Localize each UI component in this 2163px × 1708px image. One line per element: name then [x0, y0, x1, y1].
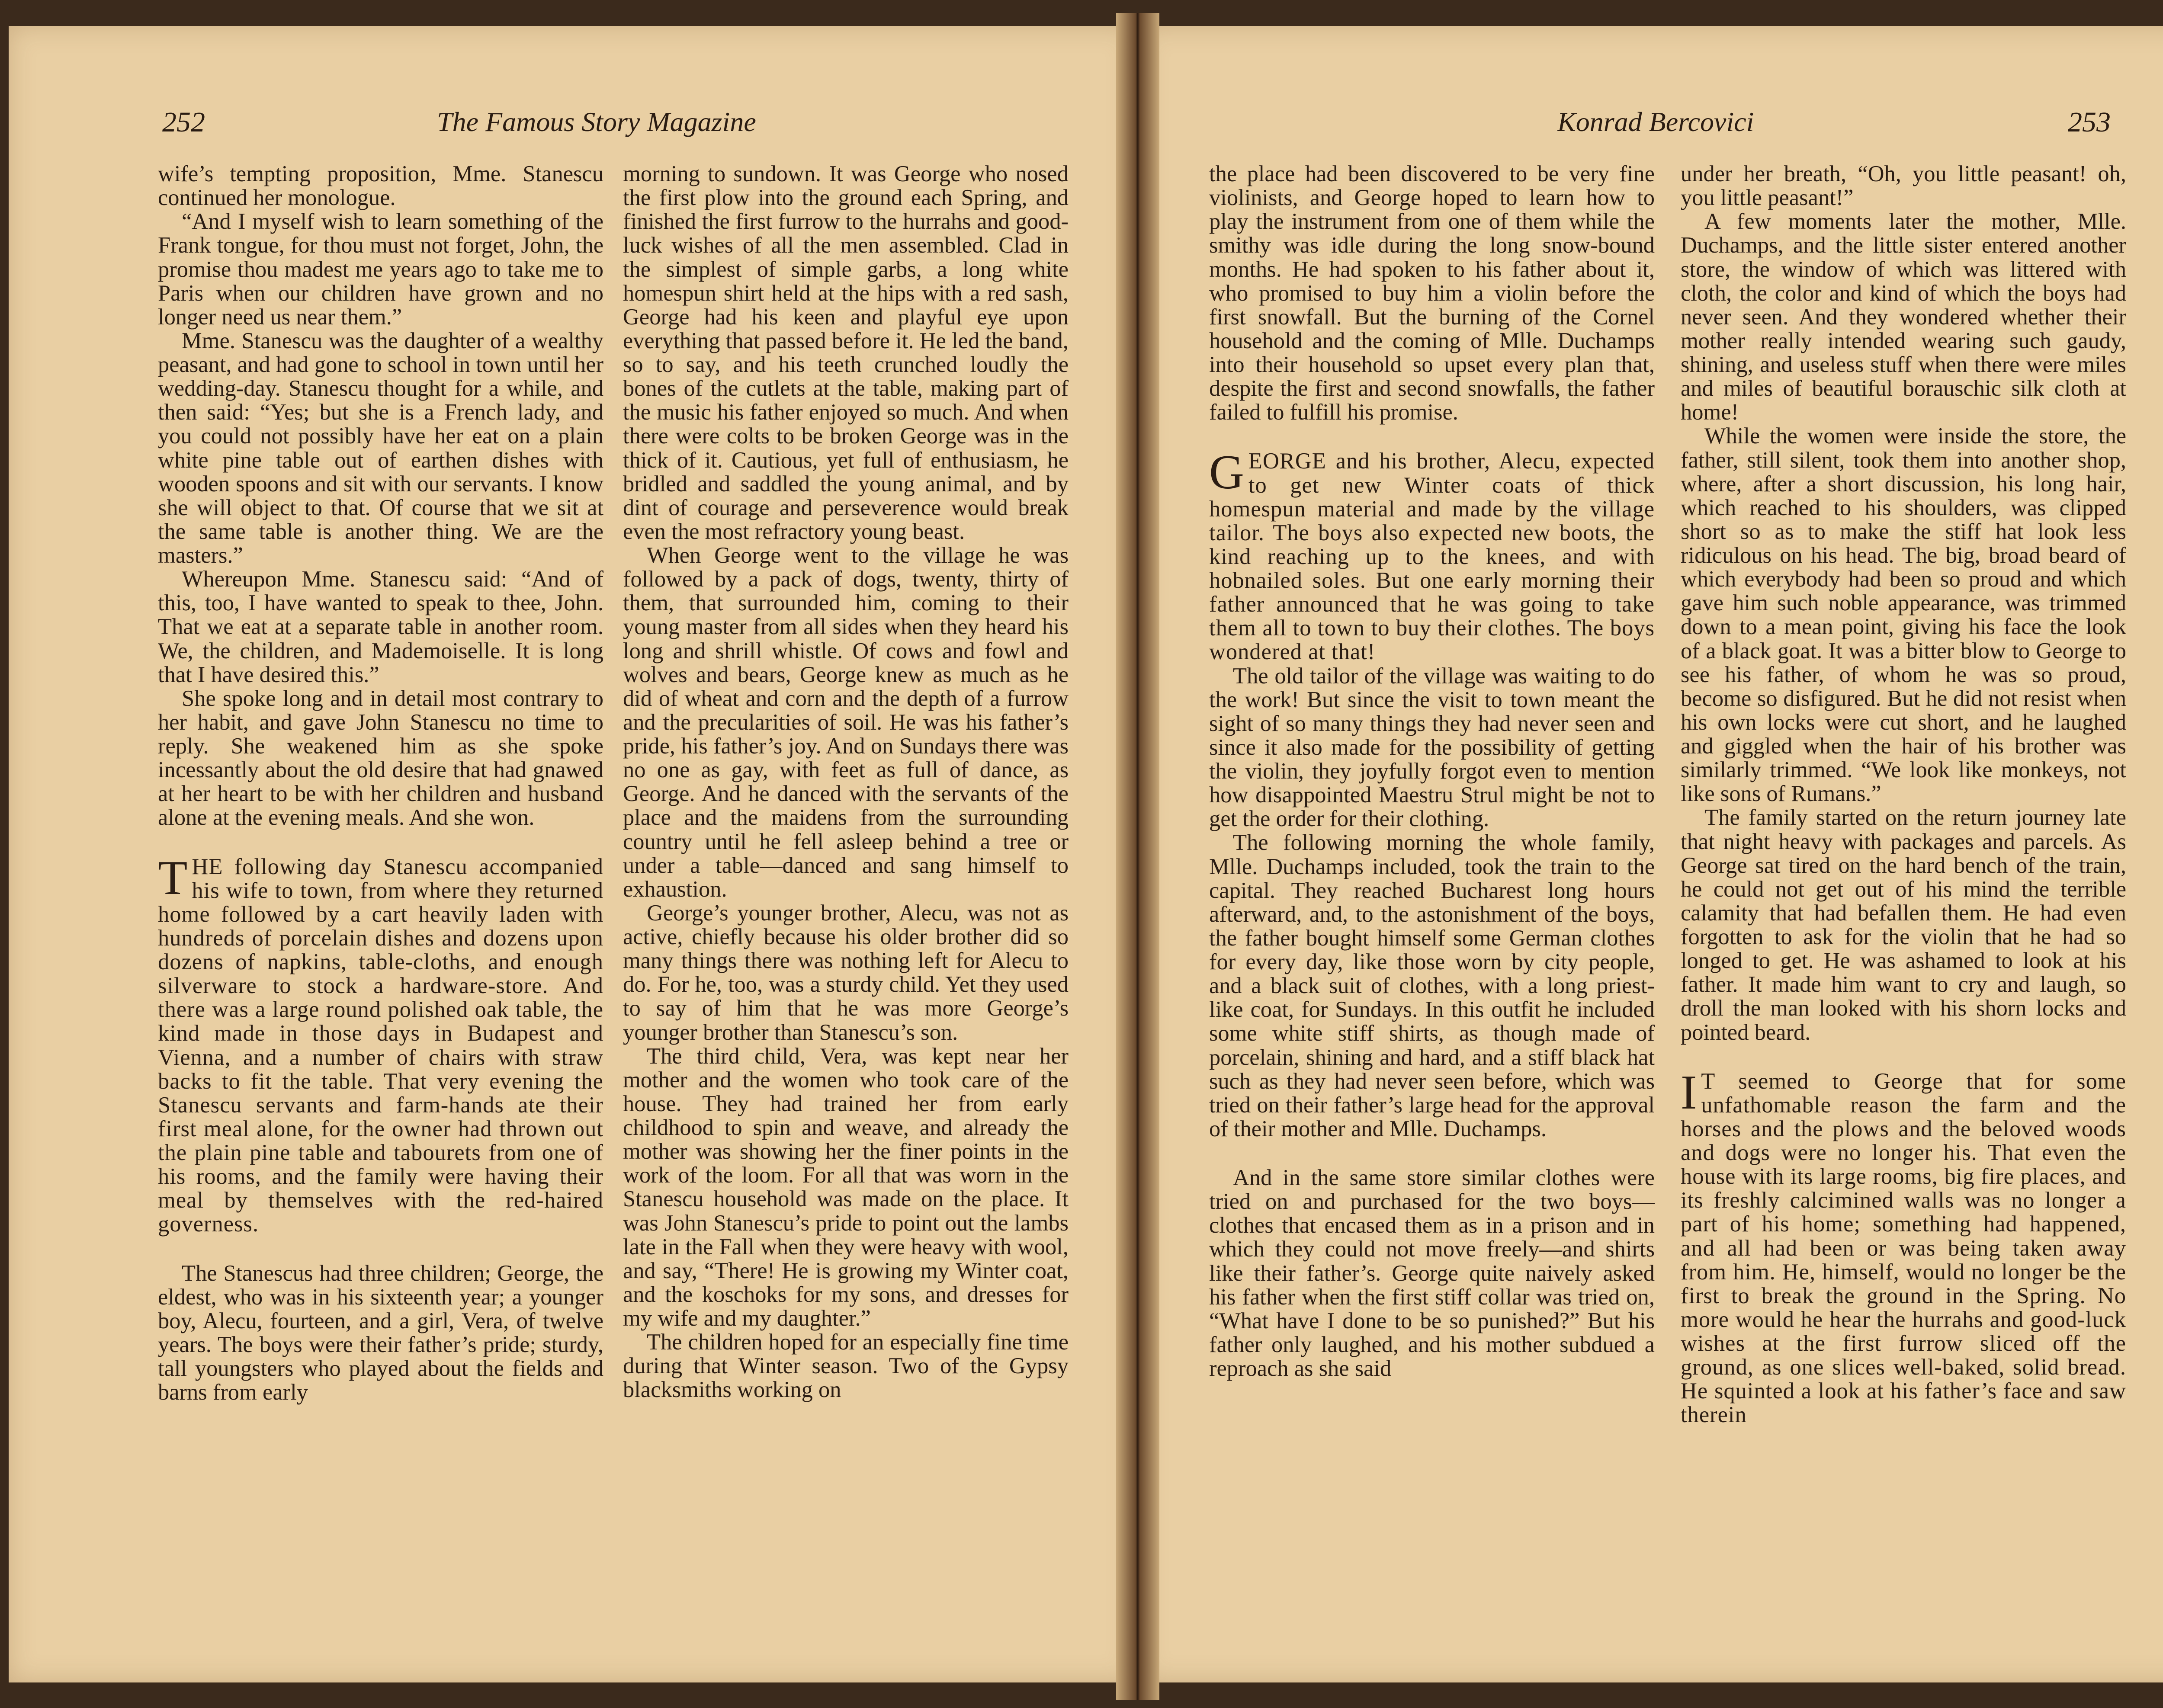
- paragraph: The following morning the whole family, Mlle. Duchamps included, took the train to the capital. They reached Bucharest long hours afterward, and, to the astonishment of the boys, the father bought himself some German clothes for every day, like those worn by city people, and a black suit of clothes, with a long priest-like coat, for Sundays. In this outfit he included some white stiff shirts, as though made of porcelain, shining and hard, and a stiff black hat such as they had never seen before, which was tried on their father’s large head for the approval of their mother and Mlle. Duchamps.: [1209, 830, 1655, 1141]
- paragraph: And in the same store similar clothes were tried on and purchased for the two boys—clothes that encased them as in a prison and in which they could not move freely—and shirts like their father’s. George quite naively asked his father when the first stiff collar was tried on, “What have I done to be so punished?” But his father only laughed, and his mother subdued a reproach as she said: [1209, 1165, 1655, 1381]
- paragraph-text: EORGE and his brother, Alecu, expected to get new Winter coats of thick homespun material and made by the village tailor. The boys also expected new boots, the kind reaching up to the knees, and with hobnailed soles. But one early morning their father announced that he was going to take them all to town to buy their clothes. The boys wondered at that!: [1209, 449, 1655, 665]
- paragraph: The family started on the return journey late that night heavy with packages and parcels. As George sat tired on the hard bench of the train, he could not get out of his mind the terrible calamity that had befallen them. He had even forgotten to ask for the violin that he had so longed to get. He was ashamed to look at his father. It made him want to cry and laugh, so droll the man looked with his shorn locks and pointed beard.: [1681, 805, 2126, 1045]
- paragraph: [158, 851, 603, 1237]
- paragraph: the place had been discovered to be very fine violinists, and George hoped to learn how to play the instrument from one of them while the smithy was idle during the long snow-bound months. He had spoken to his father about it, who promised to buy him a violin before the first snowfall. But the burning of the Cornel household and the coming of Mlle. Duchamps into their household so upset every plan that, despite the first and second snowfalls, the father failed to fulfill his promise.: [1209, 162, 1655, 425]
- book-gutter: [1116, 13, 1159, 1700]
- running-head-right: Konrad Bercovici: [1557, 106, 1754, 137]
- paragraph-text: HE following day Stanescu accompanied his wife to town, from where they returned home followed by a cart heavily laden with hundreds of porcelain dishes and dozens upon dozens of napkins, table-cloths, and enough silverware to stock a hardware-store. And there was a large round polished oak table, the kind made in those days in Budapest and Vienna, and a number of chairs with straw backs to fit the table. That very evening the Stanescu servants and farm-hands ate their first meal alone, for the owner had thrown out the plain pine table and tabourets from one of his rooms, and the family were having their meal by themselves with the red-haired governess.: [158, 854, 603, 1237]
- paragraph: A few moments later the mother, Mlle. Duchamps, and the little sister entered another store, the window of which was littered with cloth, the color and kind of which the boys had never seen. And they wondered whether their mother really intended wearing such gaudy, shining, and useless stuff when there were miles and miles of beautiful borauschic silk cloth at home!: [1681, 209, 2126, 425]
- paragraph: The children hoped for an especially fine time during that Winter season. Two of the Gypsy blacksmiths working on: [623, 1330, 1069, 1403]
- paragraph: [1681, 1065, 2126, 1428]
- left-page-column-1: [158, 162, 603, 1615]
- left-page-column-2: [623, 162, 1069, 1615]
- paragraph: Mme. Stanescu was the daughter of a wealthy peasant, and had gone to school in town until her wedding-day. Stanescu thought for a while, and then said: “Yes; but she is a French lady, and you could not possibly have her eat on a plain white pine table out of earthen dishes with wooden spoons and sit with our servants. I know she will object to that. Of course that we sit at the same table is another thing. We are the masters.”: [158, 328, 603, 568]
- paragraph: under her breath, “Oh, you little peasant! oh, you little peasant!”: [1681, 162, 2126, 211]
- paragraph: The Stanescus had three children; George, the eldest, who was in his sixteenth year; a younger boy, Alecu, fourteen, and a girl, Vera, of twelve years. The boys were their father’s pride; sturdy, tall youngsters who played about the fields and barns from early: [158, 1260, 603, 1405]
- paragraph: Whereupon Mme. Stanescu said: “And of this, too, I have wanted to speak to thee, John. That we eat at a separate table in another room. We, the children, and Mademoiselle. It is long that I have desired this.”: [158, 567, 603, 687]
- paragraph: morning to sundown. It was George who nosed the first plow into the ground each Spring, and finished the first furrow to the hurrahs and good-luck wishes of all the men assembled. Clad in the simplest of simple garbs, a long white homespun shirt held at the hips with a red sash, George had his keen and playful eye upon everything that passed before it. He led the band, so to say, and his teeth crunched loudly the bones of the cutlets at the table, making part of the music his father enjoyed so much. And when there were colts to be broken George was in the thick of it. Cautious, yet full of enthusiasm, he bridled and saddled the young animal, and by dint of courage and perseverence would break even the most refractory young beast.: [623, 162, 1069, 544]
- right-page-column-1: [1209, 162, 1655, 1615]
- paragraph: wife’s tempting proposition, Mme. Stanescu continued her monologue.: [158, 162, 603, 211]
- paragraph: The third child, Vera, was kept near her mother and the women who took care of the house. They had trained her from early childhood to spin and weave, and already the mother was showing her the finer points in the work of the loom. For all that was worn in the Stanescu household was made on the place. It was John Stanescu’s pride to point out the lambs late in the Fall when they were heavy with wool, and say, “There! He is growing my Winter coat, and the koschoks for my sons, and dresses for my wife and my daughter.”: [623, 1043, 1069, 1331]
- paragraph: She spoke long and in detail most contrary to her habit, and gave John Stanescu no time to reply. She weakened him as she spoke incessantly about the old desire that had gnawed at her heart to be with her children and husband alone at the evening meals. And she won.: [158, 686, 603, 830]
- page-number-left: 252: [162, 106, 205, 138]
- drop-cap: I: [1681, 1065, 1697, 1119]
- paragraph: When George went to the village he was followed by a pack of dogs, twenty, thirty of them, that surrounded him, coming to their young master from all sides when they heard his long and shrill whistle. Of cows and fowl and wolves and bears, George knew as much as he did of wheat and corn and the depth of a furrow and the precularities of soil. He was his father’s pride, his father’s joy. And on Sundays there was no one as gay, with feet as full of dance, as George. And he danced with the servants of the place and the maidens from the surrounding country until he fell asleep behind a tree or under a table—danced and sang himself to exhaustion.: [623, 543, 1069, 902]
- drop-cap: G: [1209, 445, 1244, 500]
- right-page-column-2: [1681, 162, 2126, 1615]
- paragraph: The old tailor of the village was waiting to do the work! But since the visit to town meant the sight of so many things they had never seen and since it also made for the possibility of getting the violin, they joyfully forgot even to mention how disappointed Maestru Strul might be not to get the order for their clothing.: [1209, 663, 1655, 832]
- paragraph: “And I myself wish to learn something of the Frank tongue, for thou must not forget, John, the promise thou madest me years ago to take me to Paris when our children have grown and no longer need us near them.”: [158, 209, 603, 330]
- paragraph-text: T seemed to George that for some unfathomable reason the farm and the horses and the plows and the beloved woods and dogs were no longer his. That even the house with its large rooms, big fire places, and its freshly calcimined walls was no longer a part of his home; something had happened, and all had been or was being taken away from him. He, himself, would no longer be the first to break the ground in the Spring. No more would he hear the hurrahs and good-luck wishes at the first furrow sliced off the ground, as one slices well-baked, solid bread. He squinted a look at his father’s face and saw therein: [1681, 1068, 2126, 1428]
- page-number-right: 253: [2068, 106, 2111, 138]
- paragraph: George’s younger brother, Alecu, was not as active, chiefly because his older brother did so many things there was nothing left for Alecu to do. For he, too, was a sturdy child. Yet they used to say of him that he was more George’s younger brother than Stanescu’s son.: [623, 900, 1069, 1045]
- paragraph: While the women were inside the store, the father, still silent, took them into another shop, where, after a short discussion, his long hair, which reached to his shoulders, was clipped short so as to make the stiff hat look less ridiculous on his head. The big, broad beard of which everybody had been so proud and which gave him such noble appearance, was trimmed down to a mean point, giving his face the look of a black goat. It was a bitter blow to George to see his father, of whom he was so proud, become so disfigured. But he did not resist when his own locks were cut short, and he laughed and giggled when the hair of his brother was similarly trimmed. “We look like monkeys, not like sons of Rumans.”: [1681, 423, 2126, 807]
- paragraph: [1209, 445, 1655, 665]
- running-head-left: The Famous Story Magazine: [437, 106, 756, 137]
- drop-cap: T: [158, 851, 188, 905]
